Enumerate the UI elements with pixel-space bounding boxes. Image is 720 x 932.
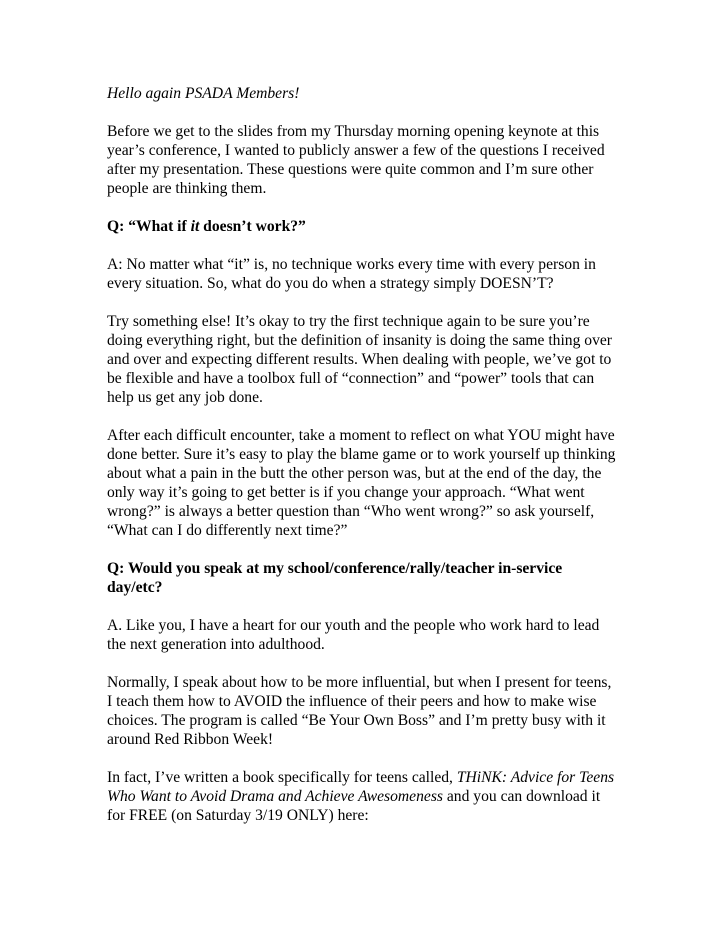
in-fact-text-after: and you can download it for FREE (on Saturday 3/19 ONLY) here: [107,788,601,824]
intro-paragraph: Before we get to the slides from my Thursday morning opening keynote at this year’s conference, I wanted to publicly answer a few of the questions I received after my presentation. These questions were quite common and I’m sure other people are thinking them. [107,123,605,197]
normally-paragraph: Normally, I speak about how to be more influential, but when I present for teens, I teach them how to AVOID the influence of their peers and how to make wise choices. The program is called “Be Your Own Boss” and I’m pretty busy with it around Red Ribbon Week! [107,674,612,748]
try-something-else-paragraph: Try something else! It’s okay to try the first technique again to be sure you’re doing everything right, but the definition of insanity is doing the same thing over and over and expecting different results. When dealing with people, we’ve got to be flexible and have a toolbox full of “connection” and “power” tools that can help us get any job done. [107,313,612,406]
book-title: THiNK: Advice for Teens Who Want to Avoid Drama and Achieve Awesomeness [107,769,615,805]
answer-1: A: No matter what “it” is, no technique works every time with every person in every situation. So, what do you do when a strategy simply DOESN’T? [107,256,596,292]
question-1-suffix: doesn’t work?” [199,218,306,235]
in-fact-text-before: In fact, I’ve written a book specifically for teens called, [107,769,457,786]
answer-2: A. Like you, I have a heart for our youth and the people who work hard to lead the next generation into adulthood. [107,617,600,653]
question-2: Q: Would you speak at my school/conference/rally/teacher in-service day/etc? [107,560,563,596]
in-fact-paragraph [107,768,617,825]
question-1-prefix: Q: “What if [107,218,191,235]
after-encounter-paragraph: After each difficult encounter, take a moment to reflect on what YOU might have done better. Sure it’s easy to play the blame game or to work yourself up thinking about what a pain in the butt the other person was, but at the end of the day, the only way it’s going to get better is if you change your approach. “What went wrong?” is always a better question than “Who went wrong?” so ask yourself, “What can I do differently next time?” [107,427,616,539]
question-1 [107,217,617,236]
letter-body [107,84,617,844]
question-1-emphasis: it [190,218,200,235]
greeting: Hello again PSADA Members! [107,85,300,102]
